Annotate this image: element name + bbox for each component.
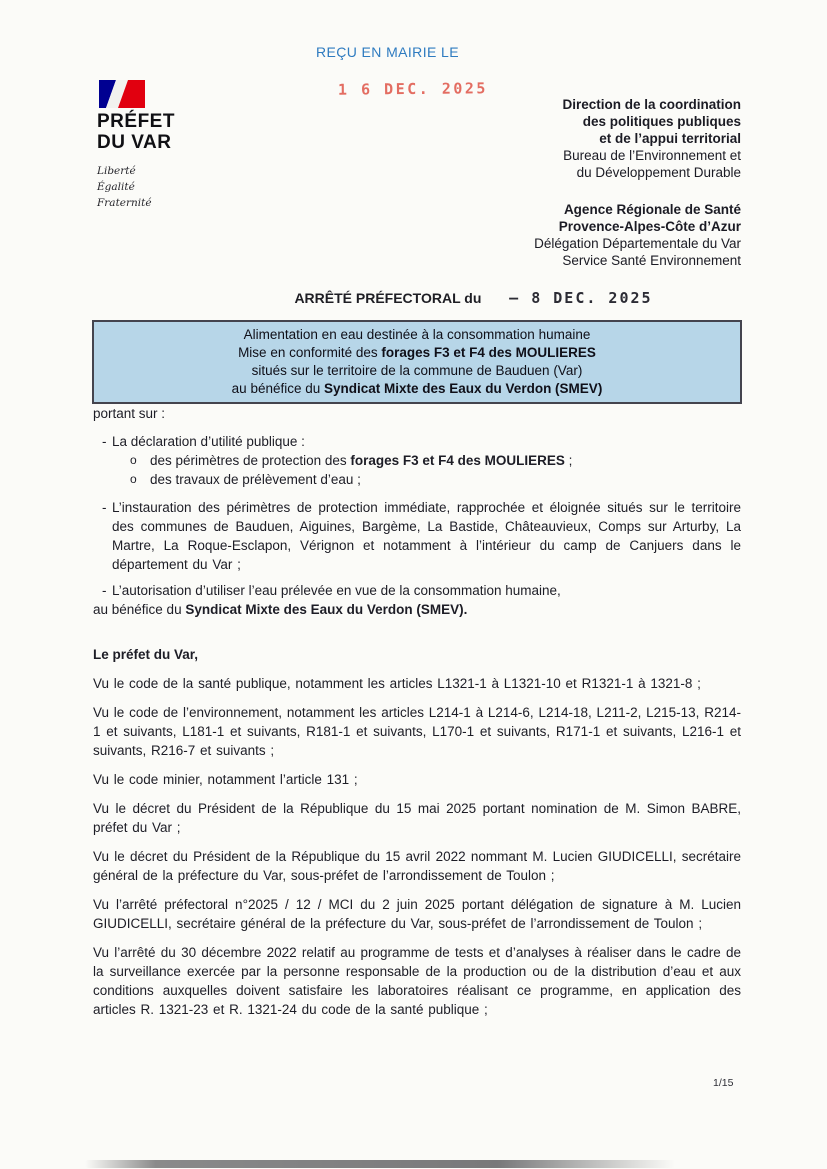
- list-item-text: La déclaration d’utilité publique :: [112, 434, 305, 449]
- vu-paragraph: Vu le code de l’environnement, notamment les articles L214-1 à L214-6, L214-18, L211-2, L215-13, R214-1 et suivants, L181-1 et suivants, R181-1 et suivants, L170-1 et suivants, R171-1 et suivants, L216-1 et suivants, R216-7 et suivants ;: [93, 705, 741, 758]
- page-number: 1/15: [713, 1077, 734, 1089]
- list-item: [93, 581, 741, 600]
- subject-box: [92, 320, 742, 404]
- list-item-text: L’autorisation d’utiliser l’eau prélevée en vue de la consommation humaine,: [112, 583, 561, 598]
- sub1-suffix: ;: [564, 453, 573, 468]
- beneficiary-text: au bénéfice du: [93, 602, 186, 617]
- motto-liberte: Liberté: [97, 164, 136, 177]
- motto-egalite: Égalité: [97, 181, 135, 194]
- spacer: [534, 181, 741, 201]
- portant-sur-line: portant sur :: [93, 406, 166, 421]
- beneficiary-line: [93, 600, 741, 619]
- subject-line-4: [104, 380, 730, 398]
- subject-line-3: situés sur le territoire de la commune de Bauduen (Var): [251, 363, 583, 378]
- office-line: et de l’appui territorial: [599, 131, 741, 146]
- subject-line-4-bold: Syndicat Mixte des Eaux du Verdon (SMEV): [324, 381, 603, 396]
- dash-marker: -: [102, 500, 107, 515]
- logo-title-line2: DU VAR: [97, 131, 172, 153]
- beneficiary-bold: Syndicat Mixte des Eaux du Verdon (SMEV).: [185, 602, 468, 617]
- list-item: [93, 498, 741, 574]
- office-line: Bureau de l’Environnement et: [563, 148, 741, 163]
- subject-line-2-text: Mise en conformité des: [238, 345, 382, 360]
- vu-paragraph: Vu l’arrêté du 30 décembre 2022 relatif au programme de tests et d’analyses à réaliser dans le cadre de la surveillance exercée par la personne responsable de la production ou de la distribution d’eau et aux conditions auxquelles doivent satisfaire les laboratoires réalisant ce programme, en application des articles R. 1321-23 et R. 1321-24 du code de la santé publique ;: [93, 945, 741, 1017]
- received-stamp-label: REÇU EN MAIRIE LE: [316, 44, 459, 60]
- vu-paragraph: Vu le code minier, notamment l’article 131 ;: [93, 772, 358, 787]
- dash-marker: -: [102, 583, 107, 598]
- sub-list-item: [93, 470, 741, 489]
- subject-line-4-text: au bénéfice du: [231, 381, 324, 396]
- subject-line-1: Alimentation en eau destinée à la consommation humaine: [243, 327, 591, 342]
- dash-marker: -: [102, 434, 107, 449]
- sub1-bold: forages F3 et F4 des MOULIERES: [350, 453, 565, 468]
- office-line: Agence Régionale de Santé: [563, 202, 741, 217]
- received-date-stamp: 1 6 DEC. 2025: [337, 79, 488, 99]
- vu-paragraph: Vu le décret du Président de la République du 15 avril 2022 nommant M. Lucien GIUDICELLI, secrétaire général de la préfecture du Var, sous-préfet de l’arrondissement de Toulon ;: [93, 849, 741, 883]
- sub-list-item-text: des travaux de prélèvement d’eau ;: [150, 472, 361, 487]
- sub-list-item: [93, 451, 741, 470]
- sub-list-item-text: [150, 451, 741, 470]
- sub1-text: des périmètres de protection des: [150, 453, 351, 468]
- document-body: [93, 404, 741, 1029]
- office-line: Direction de la coordination: [562, 97, 741, 112]
- motto-fraternite: Fraternité: [97, 197, 152, 210]
- list-item: [93, 432, 741, 451]
- office-line: Service Santé Environnement: [562, 253, 741, 268]
- office-line: du Développement Durable: [576, 165, 741, 180]
- french-flag-icon: [99, 80, 145, 108]
- office-line: Provence-Alpes-Côte d’Azur: [558, 219, 741, 234]
- scan-artifact: [85, 1160, 675, 1168]
- office-line: des politiques publiques: [582, 114, 741, 129]
- office-line: Délégation Départementale du Var: [534, 236, 741, 251]
- circle-marker: o: [130, 472, 137, 486]
- decree-date-stamp: – 8 DEC. 2025: [509, 289, 653, 307]
- prefet-du-var-line: Le préfet du Var,: [93, 647, 199, 662]
- prefet-logo: [97, 80, 175, 212]
- circle-marker: o: [130, 453, 137, 467]
- logo-motto: [97, 163, 175, 212]
- decree-title-row: [0, 289, 827, 307]
- vu-paragraph: Vu le décret du Président de la République du 15 mai 2025 portant nomination de M. Simon BABRE, préfet du Var ;: [93, 801, 741, 835]
- logo-title-line1: PRÉFET: [97, 111, 175, 132]
- vu-paragraph: Vu le code de la santé publique, notamment les articles L1321-1 à L1321-10 et R1321-1 à 1321-8 ;: [93, 676, 701, 691]
- decree-title: ARRÊTÉ PRÉFECTORAL du: [294, 290, 482, 306]
- list-item-text: L’instauration des périmètres de protection immédiate, rapprochée et éloignée situés sur le territoire des communes de Bauduen, Aiguines, Bargème, La Bastide, Châteauvieux, Comps sur Arturby, La Martre, La Roque-Esclapon, Vérignon et notamment à l’intérieur du camp de Canjuers dans le département du Var ;: [112, 500, 741, 572]
- subject-line-2: [104, 344, 730, 362]
- issuing-offices-block: [534, 96, 741, 269]
- subject-line-2-bold: forages F3 et F4 des MOULIERES: [381, 345, 596, 360]
- vu-paragraph: Vu l’arrêté préfectoral n°2025 / 12 / MCI du 2 juin 2025 portant délégation de signature à M. Lucien GIUDICELLI, secrétaire général de la préfecture du Var, sous-préfet de l’arrondissement de Toulon ;: [93, 897, 741, 931]
